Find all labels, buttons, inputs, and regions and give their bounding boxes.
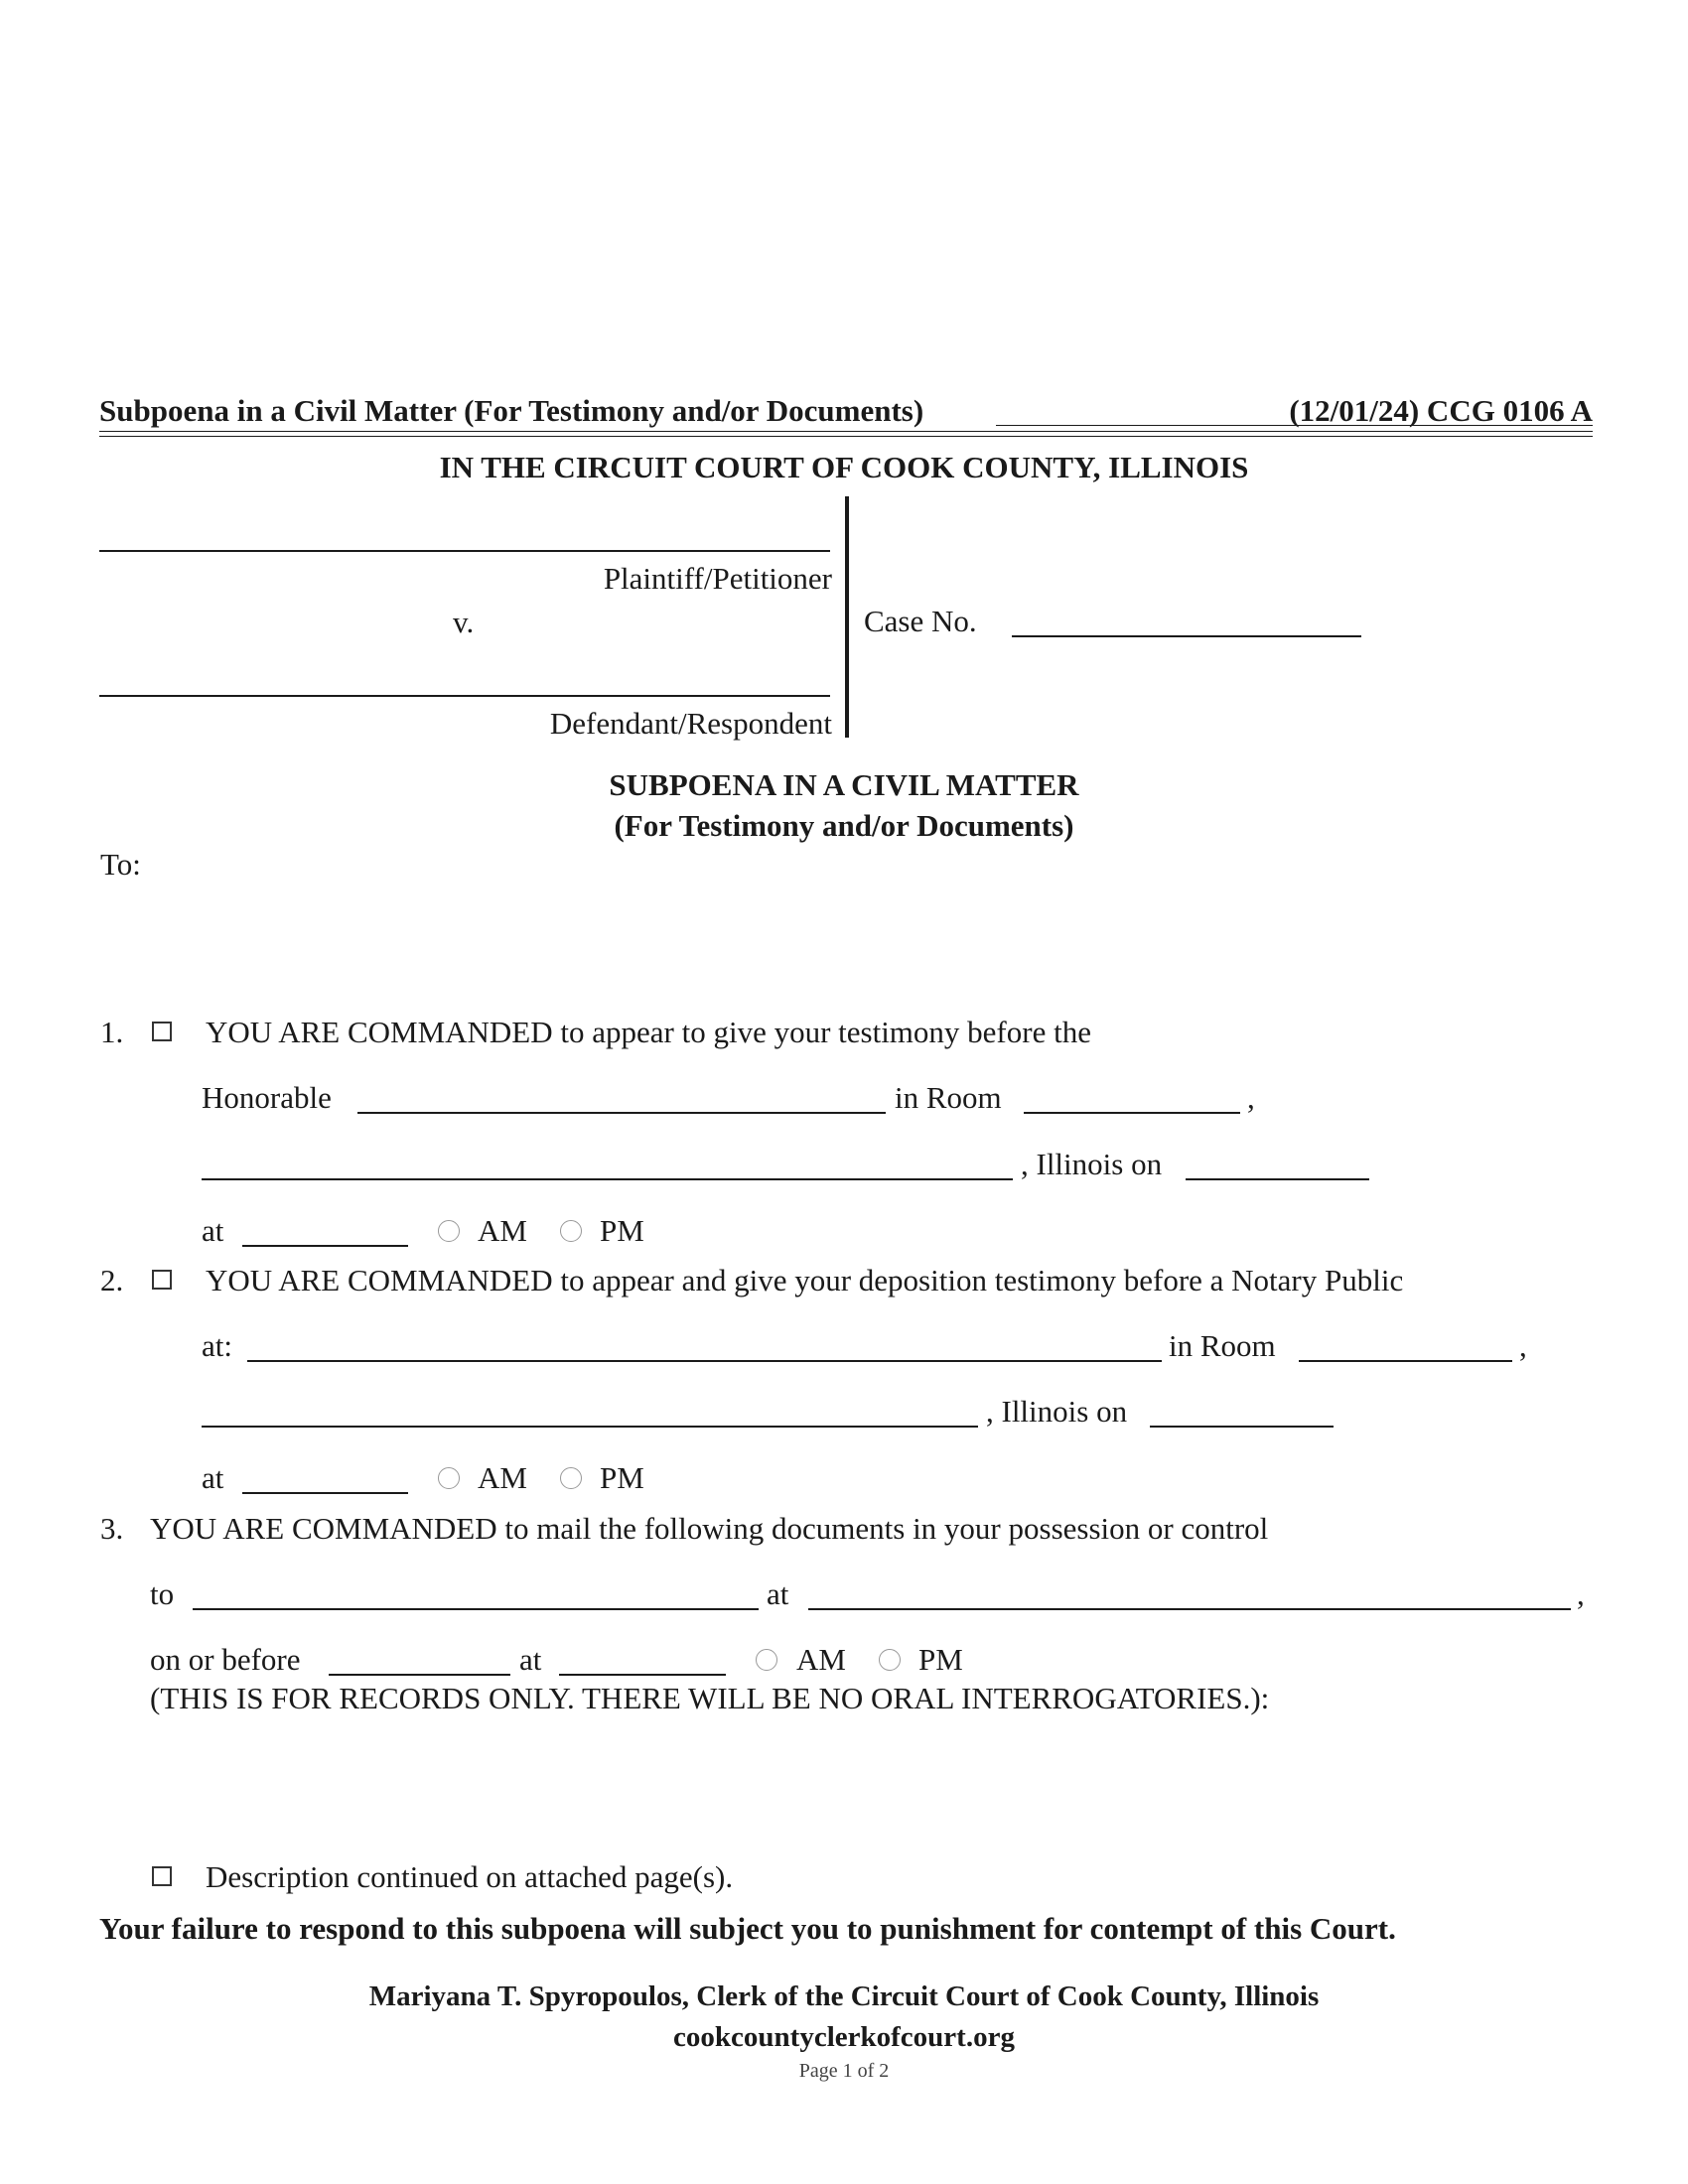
section2-am-radio[interactable]: [438, 1467, 460, 1489]
caption-divider: [845, 496, 849, 738]
section1-text: YOU ARE COMMANDED to appear to give your testimony before the: [206, 1015, 1091, 1049]
on-or-before-label: on or before: [150, 1642, 301, 1677]
section3-number: 3.: [100, 1511, 124, 1546]
section1-in-room-label: in Room: [895, 1080, 1002, 1115]
subpoena-subtitle: (For Testimony and/or Documents): [614, 808, 1074, 843]
versus-label: v.: [453, 605, 475, 639]
section1-location-field[interactable]: [202, 1149, 1013, 1180]
section1-number: 1.: [100, 1015, 124, 1049]
form-code: (12/01/24) CCG 0106 A: [1289, 393, 1593, 428]
section3-date-field[interactable]: [329, 1644, 510, 1676]
section3-text: YOU ARE COMMANDED to mail the following documents in your possession or control: [150, 1511, 1269, 1546]
header-title-rule: [996, 425, 1593, 426]
section2-number: 2.: [100, 1263, 124, 1297]
section1-time-field[interactable]: [242, 1215, 408, 1247]
court-name: IN THE CIRCUIT COURT OF COOK COUNTY, ILLINOIS: [439, 450, 1249, 484]
section1-at-label: at: [202, 1213, 224, 1248]
to-label: To:: [100, 847, 141, 882]
case-no-label: Case No.: [864, 604, 977, 638]
section2-in-room-label: in Room: [1169, 1328, 1276, 1363]
case-no-field[interactable]: [1012, 606, 1361, 637]
section1-am-radio[interactable]: [438, 1220, 460, 1242]
section3-am-radio[interactable]: [756, 1649, 777, 1671]
section1-room-field[interactable]: [1024, 1082, 1240, 1114]
section2-address-field[interactable]: [247, 1330, 1162, 1362]
section2-room-field[interactable]: [1299, 1330, 1512, 1362]
plaintiff-field[interactable]: [99, 520, 830, 552]
section2-pm-radio[interactable]: [560, 1467, 582, 1489]
section2-text: YOU ARE COMMANDED to appear and give your deposition testimony before a Notary Public: [206, 1263, 1404, 1297]
section3-pm-label: PM: [918, 1642, 963, 1677]
defendant-field[interactable]: [99, 665, 830, 697]
section1-room-comma: ,: [1247, 1080, 1255, 1115]
contempt-warning: Your failure to respond to this subpoena will subject you to punishment for contempt of this Court.: [99, 1911, 1396, 1946]
section1-pm-label: PM: [600, 1213, 644, 1248]
header-rule-bottom: [99, 436, 1593, 437]
header-rule-top: [99, 431, 1593, 432]
section2-checkbox[interactable]: [152, 1270, 172, 1290]
section3-to-label: to: [150, 1576, 175, 1611]
section3-pm-radio[interactable]: [879, 1649, 901, 1671]
clerk-name: Mariyana T. Spyropoulos, Clerk of the Circuit Court of Cook County, Illinois: [368, 1980, 1320, 2012]
section2-date-field[interactable]: [1150, 1396, 1334, 1428]
honorable-label: Honorable: [202, 1080, 332, 1115]
section2-illinois-on-label: , Illinois on: [986, 1394, 1128, 1429]
section3-time-field[interactable]: [559, 1644, 726, 1676]
description-continued-label: Description continued on attached page(s).: [206, 1859, 734, 1894]
clerk-website[interactable]: cookcountyclerkofcourt.org: [673, 2021, 1015, 2053]
section1-illinois-on-label: , Illinois on: [1021, 1147, 1163, 1181]
description-continued-checkbox[interactable]: [152, 1866, 172, 1886]
section3-recipient-field[interactable]: [193, 1578, 759, 1610]
section1-date-field[interactable]: [1186, 1149, 1369, 1180]
records-note: (THIS IS FOR RECORDS ONLY. THERE WILL BE NO ORAL INTERROGATORIES.):: [150, 1681, 1270, 1715]
defendant-label: Defendant/Respondent: [549, 706, 832, 741]
honorable-field[interactable]: [357, 1082, 886, 1114]
section3-address-field[interactable]: [808, 1578, 1571, 1610]
section2-pm-label: PM: [600, 1460, 644, 1495]
section2-at-colon-label: at:: [202, 1328, 232, 1363]
section2-am-label: AM: [478, 1460, 527, 1495]
section2-location-field[interactable]: [202, 1396, 978, 1428]
page-number: Page 1 of 2: [798, 2060, 890, 2082]
section3-address-comma: ,: [1577, 1576, 1585, 1611]
section2-time-field[interactable]: [242, 1462, 408, 1494]
section1-checkbox[interactable]: [152, 1022, 172, 1041]
section1-am-label: AM: [478, 1213, 527, 1248]
subpoena-title: SUBPOENA IN A CIVIL MATTER: [609, 767, 1079, 802]
form-title: Subpoena in a Civil Matter (For Testimony and/or Documents): [99, 393, 924, 428]
plaintiff-label: Plaintiff/Petitioner: [603, 561, 832, 596]
section3-am-label: AM: [796, 1642, 846, 1677]
section2-at-label: at: [202, 1460, 224, 1495]
section1-pm-radio[interactable]: [560, 1220, 582, 1242]
section2-room-comma: ,: [1519, 1328, 1527, 1363]
section3-at2-label: at: [519, 1642, 542, 1677]
section3-at-label: at: [767, 1576, 789, 1611]
